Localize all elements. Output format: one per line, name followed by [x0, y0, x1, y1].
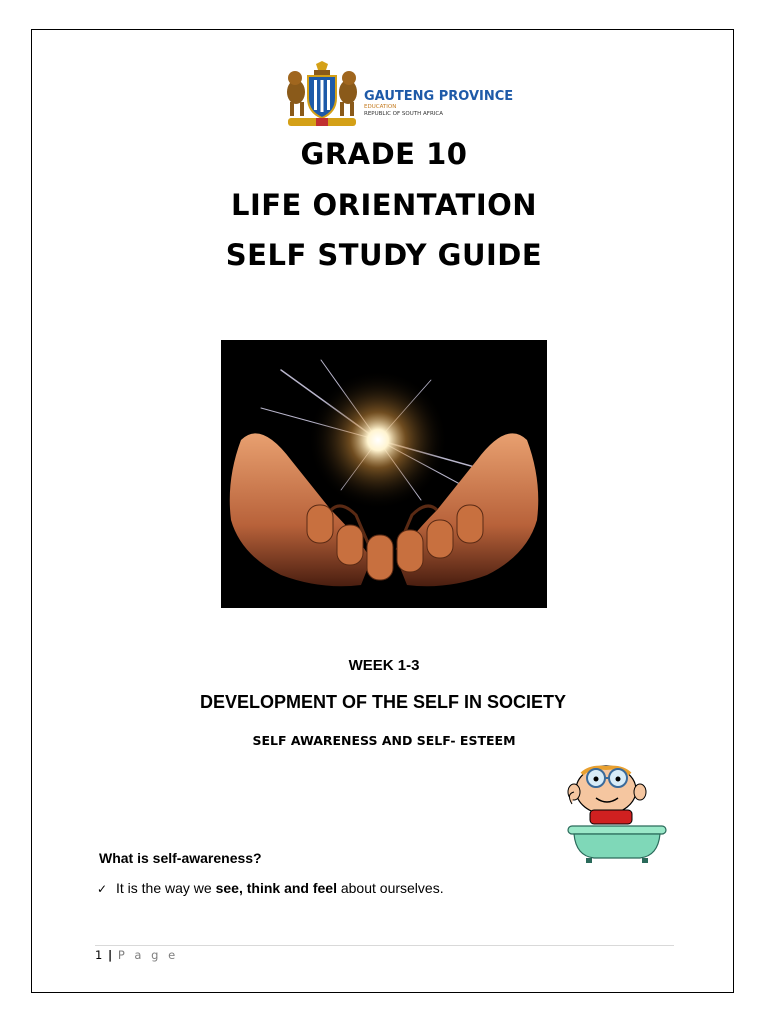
footer-divider — [95, 945, 674, 946]
subtopic-heading: SELF AWARENESS AND SELF- ESTEEM — [252, 733, 516, 748]
logo-subtitle-country: REPUBLIC OF SOUTH AFRICA — [364, 111, 443, 117]
checkmark-icon: ✓ — [97, 882, 108, 896]
hands-light-illustration — [221, 340, 547, 608]
page-separator: | — [107, 948, 113, 962]
page-footer — [95, 948, 178, 962]
question-heading: What is self-awareness? — [99, 850, 262, 866]
bullet-text-bold: see, think and feel — [215, 880, 337, 896]
title-grade: GRADE 10 — [300, 137, 468, 171]
gauteng-logo — [280, 60, 514, 132]
page-number: 1 — [95, 948, 103, 962]
title-guide: SELF STUDY GUIDE — [225, 238, 543, 272]
title-subject: LIFE ORIENTATION — [230, 188, 538, 222]
cartoon-boy-in-bath-icon — [560, 764, 670, 864]
bullet-text-post: about ourselves. — [336, 880, 444, 896]
logo-subtitle-education: EDUCATION — [364, 104, 397, 110]
week-label: WEEK 1-3 — [348, 657, 420, 674]
logo-title: GAUTENG PROVINCE — [364, 89, 514, 104]
bullet-item — [97, 880, 444, 896]
page-label: P a g e — [117, 948, 179, 962]
glowing-hands-image — [221, 340, 547, 608]
bullet-text-pre: It is the way we — [116, 880, 216, 896]
coat-of-arms-icon — [280, 60, 364, 132]
topic-heading: DEVELOPMENT OF THE SELF IN SOCIETY — [199, 692, 567, 712]
cartoon-bath-character — [560, 764, 670, 864]
